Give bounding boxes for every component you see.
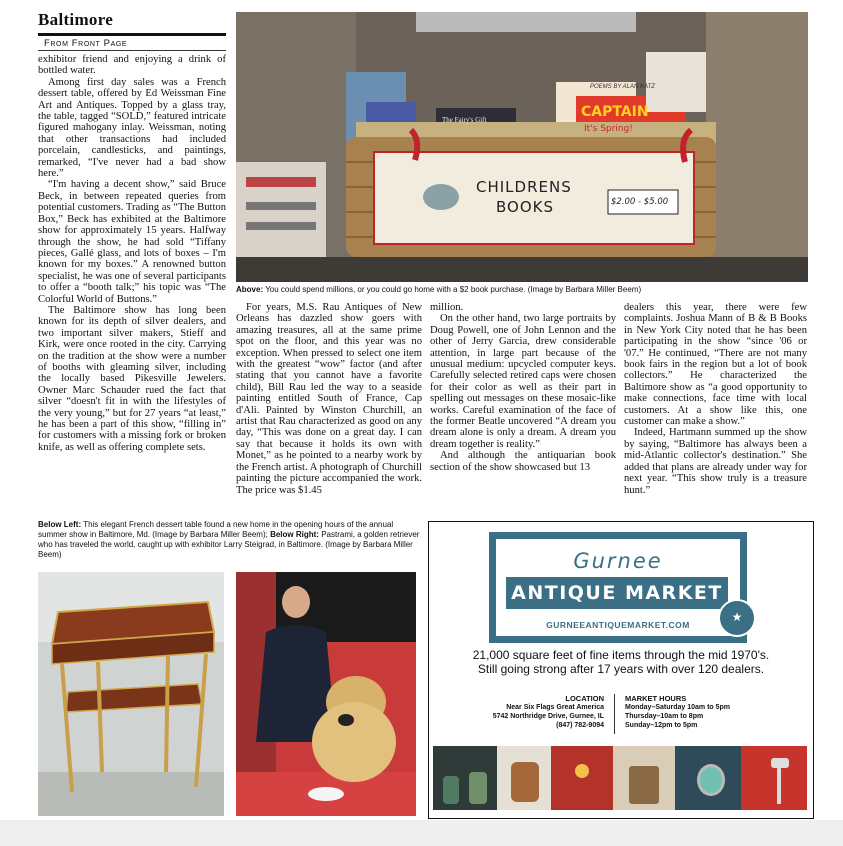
- caption-label: Below Right:: [270, 530, 319, 539]
- ad-location-heading: LOCATION: [565, 694, 604, 703]
- ad-location-line: 5742 Northridge Drive, Gurnee, IL: [492, 713, 604, 720]
- ad-hours: [625, 694, 775, 730]
- book-title-spring: It's Spring!: [584, 124, 633, 134]
- ad-location-line: Near Six Flags Great America: [506, 704, 604, 711]
- sign-text-line1: CHILDRENS: [476, 178, 572, 196]
- strip-photo-desk-lamp: [741, 746, 807, 810]
- caption-bottom-photos: [38, 520, 420, 560]
- book-title-fairy: The Fairy's Gift: [442, 116, 487, 124]
- ad-logo: [489, 532, 747, 643]
- strip-photo-chair: [613, 746, 675, 810]
- book-title-poems: POEMS BY ALAN KATZ: [590, 84, 655, 90]
- paragraph: Indeed, Hartmann summed up the show by saying, “Baltimore has always been a mid-Atlantic collector's destination.” She added that plans are already under way for next year. “This show truly is a treasure hunt.”: [624, 427, 807, 496]
- ad-url-link[interactable]: GURNEEANTIQUEMARKET.COM: [546, 620, 690, 630]
- caption-text: Pastrami, a golden retriever who has traveled the world, caught up with exhibitor Larry Steigrad, in Baltimore. (Image by Barbara Miller Beem): [38, 530, 420, 559]
- header-divider: [38, 50, 226, 51]
- paragraph: “I'm having a decent show,” said Bruce Beck, in between repeated queries from potential customers. Trading as “The Button Box,” Beck has exhibited at the Baltimore show for approximately 15 years. Halfway through the show, he had sold “Tiffany pieces, Gallé glass, and lots of boxes – I'm known for my boxes.” A renowned button specialist, he was one of several participants to offer a “booth talk;” his topic was “The Colorful World of Buttons.”: [38, 179, 226, 305]
- paragraph: Among first day sales was a French dessert table, offered by Ed Weissman Fine Art and Antiques. Topped by a glass tray, the table, tagged “SOLD,” featured intricate figured mahogany inlay. Weissman, noting that other transactions had included porcelain, candlesticks, and paintings, remarked, “I've never had a bad show here.”: [38, 76, 226, 180]
- ad-tagline: [429, 648, 813, 676]
- caption-top-photo: [236, 285, 808, 295]
- caption-label: Below Left:: [38, 520, 82, 529]
- article-column-2: [236, 302, 422, 496]
- book-title-captain: CAPTAIN: [581, 104, 649, 120]
- paragraph: On the other hand, two large portraits by Doug Powell, one of John Lennon and the other of Jerry Garcia, drew considerable attention, in large part because of the unusual medium: upcycled computer keys. Carefully selected retired caps were chosen for their color as well as their part in spelling out messages on these mosaic-like works. Careful examination of the face of the former Beatle uncovered “A dream you dream alone is only a dream. A dream you dream together is reality.”: [430, 313, 616, 450]
- ad-hours-line: Sunday–12pm to 5pm: [625, 722, 698, 729]
- ad-divider: [614, 694, 615, 734]
- ad-name: ANTIQUE MARKET: [506, 577, 728, 609]
- photo-childrens-books-basket: [236, 12, 808, 282]
- bird-drawing: [423, 184, 459, 210]
- caption-text: You could spend millions, or you could go home with a $2 book purchase. (Image by Barbara Miller Beem): [263, 285, 642, 294]
- caption-label: Above:: [236, 285, 264, 294]
- article-column-4: [624, 302, 807, 496]
- section-subtitle: From Front Page: [44, 38, 128, 49]
- vintage-badge-icon: ★: [718, 599, 756, 637]
- paragraph: The Baltimore show has long been known for its depth of silver dealers, and two important silver makers, Stieff and Kirk, were once rooted in the city. Carrying on the tradition at the show were a number of booths with gleaming silver, including the locally based Pikesville Jewelers. Owner Marc Schauder rued the fact that silver “doesn't fit in with the lifestyles of the very young,” but for 27 years “at least,” he has been a part of this show, “filling in” for customers with a missing fork or broken knife, as well as offering complete sets.: [38, 304, 226, 453]
- paragraph: million.: [430, 302, 464, 313]
- ad-photo-strip: [433, 746, 807, 810]
- ad-brand: Gurnee: [573, 549, 663, 573]
- article-column-3: [430, 302, 616, 473]
- paragraph: exhibitor friend and enjoying a drink of bottled water.: [38, 54, 226, 77]
- sign-text-line2: BOOKS: [496, 198, 554, 216]
- ad-hours-line: Monday–Saturday 10am to 5pm: [625, 704, 731, 711]
- basket-illustration: [236, 12, 808, 282]
- ad-location: [489, 694, 604, 730]
- strip-photo-crock: [497, 746, 551, 810]
- article-column-1: [38, 54, 226, 453]
- strip-photo-lamp: [551, 746, 613, 810]
- paragraph: For years, M.S. Rau Antiques of New Orleans has dazzled show goers with amazing treasures, all at the same prime spot on the floor, and this year was no exception. When pressed to select one item with the greatest “wow” factor (and after stating that you cannot have a favorite child), Bill Rau led the way to a seaside painting entitled South of France, Cap d'Ali. Painted by Winston Churchill, an artist that Rau characterized as good on any day, “This was done on a great day. I can say that because it holds its own with Monet,” as he pointed to a nearby work by the French artist. A photograph of Churchill painting the picture accompanied the work. The price was $1.45: [236, 302, 422, 496]
- ad-phone: (847) 782-9094: [556, 722, 604, 729]
- paragraph: dealers this year, there were few complaints. Joshua Mann of B & B Books in New York City noted that he has been participating in the show “since '06 or '07.” He continued, “There are not many book fairs in the region but a lot of book collectors.” He characterized the Baltimore show as “a good opportunity to make connections, face time with local customers. At a show like this, one customer can make a show.”: [624, 302, 807, 428]
- ad-hours-heading: MARKET HOURS: [625, 694, 687, 703]
- price-tag: $2.00 - $5.00: [611, 197, 669, 207]
- ad-tagline-line2: Still going strong after 17 years with over 120 dealers.: [477, 662, 765, 676]
- strip-photo-pendant: [675, 746, 741, 810]
- photo-man-with-golden-retriever: [236, 572, 416, 816]
- photo-dessert-table: [38, 572, 224, 816]
- paragraph: And although the antiquarian book section of the show showcased but 13: [430, 450, 616, 473]
- section-title: Baltimore: [38, 10, 226, 36]
- ad-hours-line: Thursday–10am to 8pm: [625, 713, 704, 720]
- caption-text: This elegant French dessert table found a new home in the opening hours of the annual summer show in Baltimore, Md. (Image by Barbara Miller Beem);: [38, 520, 394, 539]
- advertisement-gurnee-antique-market[interactable]: [428, 521, 814, 819]
- strip-photo-jars: [433, 746, 497, 810]
- ad-tagline-line1: 21,000 square feet of fine items through the mid 1970's.: [472, 648, 770, 662]
